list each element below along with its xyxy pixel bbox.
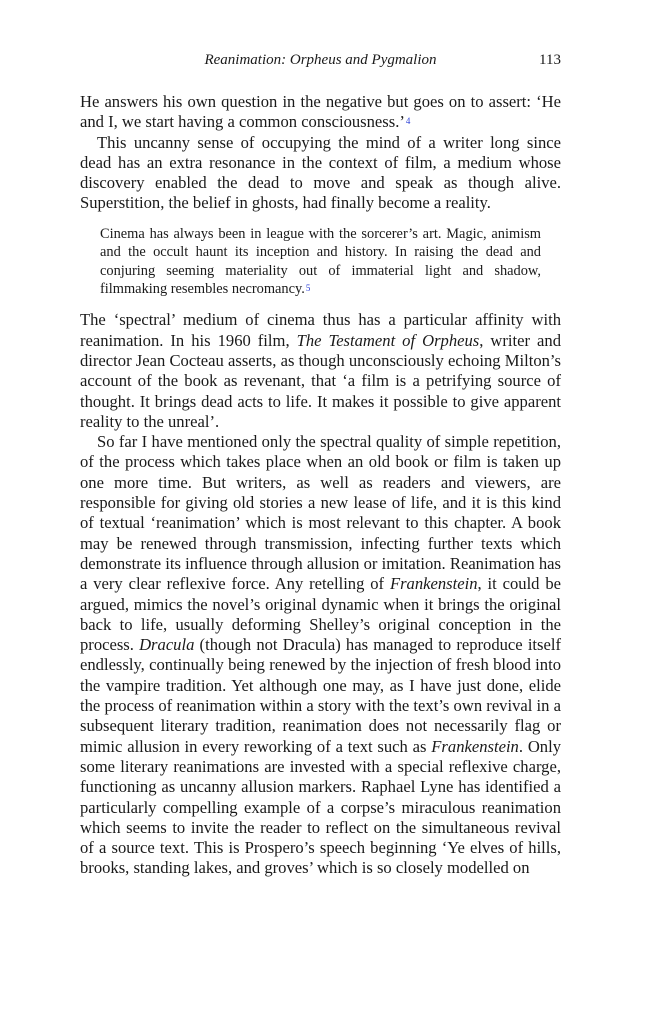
body-text [80,92,561,879]
paragraph-3-text-a: The ‘spectral’ medium of cinema thus has a particular affinity with reanimation. In his 1960 film, [80,310,561,350]
paragraph-3 [80,310,561,432]
book-title-dracula: Dracula [139,635,195,655]
paragraph-4 [80,432,561,879]
book-page [80,52,561,879]
paragraph-1-text: He answers his own question in the negative but goes on to assert: ‘He and I, we start having a common consciousness.’ [80,92,561,132]
paragraph-3-text-b: , writer and director Jean Cocteau asserts, as though unconsciously echoing Milton’s account of the book as revenant, that ‘a film is a petrifying source of thought. It brings dead acts to life. It makes it possible to give apparent reality to the unreal’. [80,330,561,431]
running-title: Reanimation: Orpheus and Pygmalion [204,52,437,68]
paragraph-4-text-d: . Only some literary reanimations are invested with a special reflexive charge, functioning as uncanny allusion markers. Raphael Lyne has identified a particularly compelling example of a corpse’s miraculous reanimation which seems to invite the reader to reflect on the simultaneous revival of a source text. This is Prospero’s speech beginning ‘Ye elves of hills, brooks, standing lakes, and groves’ which is so closely modelled on [80,736,562,878]
footnote-ref-5[interactable]: 5 [305,283,311,293]
book-title-frankenstein: Frankenstein [389,574,478,594]
paragraph-1 [80,92,561,133]
running-head [80,52,561,74]
paragraph-4-text-c: (though not Dracula) has managed to reproduce itself endlessly, continually being renewed by the injection of fresh blood into the vampire tradition. Yet although one may, as I have just done, elide the process of reanimation within a story with the text’s own revival in a subsequent literary tradition, reanimation does not necessarily flag or mimic allusion in every reworking of a text such as [80,635,561,756]
book-title-frankenstein-2: Frankenstein [431,736,519,756]
page-number: 113 [539,52,561,68]
footnote-ref-4[interactable]: 4 [405,116,411,127]
block-quote-text: Cinema has always been in league with the sorcerer’s art. Magic, animism and the occult haunt its inception and history. In raising the dead and conjuring seeming materiality out of immaterial light and shadow, filmmaking resembles necromancy. [100,225,541,297]
paragraph-4-text-a: So far I have mentioned only the spectral quality of simple repetition, of the process which takes place when an old book or film is taken up one more time. But writers, as well as readers and viewers, are responsible for giving old stories a new lease of life, and it is this kind of textual ‘reanimation’ which is most relevant to this chapter. A book may be renewed through transmission, infecting further texts which demonstrate its influence through allusion or imitation. Reanimation has a very clear reflexive force. Any retelling of [80,432,561,594]
paragraph-2: This uncanny sense of occupying the mind of a writer long since dead has an extra resonance in the context of film, a medium whose discovery enabled the dead to move and speak as though alive. Superstition, the belief in ghosts, had finally become a reality. [80,132,561,213]
block-quote [100,225,541,299]
paragraph-4-text-b: , it could be argued, mimics the novel’s original dynamic when it brings the original back to life, usually deforming Shelley’s original conception in the process. [80,574,562,655]
film-title: The Testament of Orpheus [296,330,480,350]
